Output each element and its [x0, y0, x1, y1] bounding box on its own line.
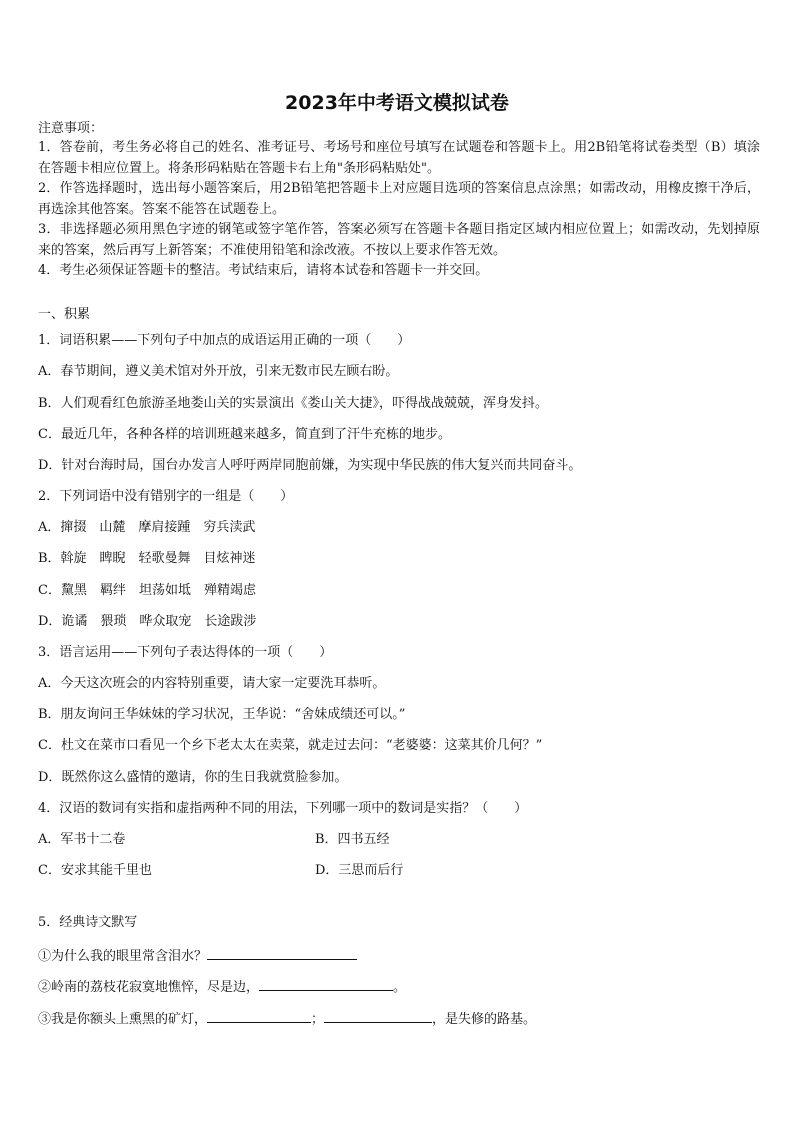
q1-option-a: A．春节期间，遵义美术馆对外开放，引来无数市民左顾右盼。 [38, 364, 399, 379]
notice-item-3: 3．非选择题必须用黑色字迹的钢笔或签字笔作答，答案必须写在答题卡各题目指定区域内相应位置上；如需改动，先划掉原来的答案，然后再写上新答案；不准使用铅笔和涂改液。不按以上要求作答无效。 [38, 222, 760, 258]
q5-line-3 [38, 1009, 536, 1029]
q3-option-d: D．既然你这么盛情的邀请，你的生日我就赏脸参加。 [38, 770, 348, 785]
q1-stem: 1．词语积累——下列句子中加点的成语运用正确的一项（ ） [38, 333, 411, 348]
q5-blank-4[interactable] [324, 1009, 432, 1023]
q3-option-b: B．朋友询问王华妹妹的学习状况，王华说：“舍妹成绩还可以。” [38, 707, 406, 722]
notice-heading: 注意事项： [38, 121, 104, 136]
q3-stem: 3．语言运用——下列句子表达得体的一项（ ） [38, 645, 333, 660]
q2-option-d: D．诡谲 猥琐 哗众取宠 长途跋涉 [38, 614, 257, 629]
notice-item-4: 4．考生必须保证答题卡的整洁。考试结束后，请将本试卷和答题卡一并交回。 [38, 263, 489, 278]
q5-line-3-mid: ； [311, 1012, 325, 1027]
q2-stem: 2．下列词语中没有错别字的一组是（ ） [38, 489, 294, 504]
notice-list [38, 138, 760, 282]
q5-line-2 [38, 977, 406, 997]
q5-line-2-end: 。 [393, 980, 407, 995]
q5-blank-2[interactable] [259, 977, 393, 991]
notice-item-1: 1．答卷前，考生务必将自己的姓名、准考证号、考场号和座位号填写在试题卷和答题卡上。用2B铅笔将试卷类型（B）填涂在答题卡相应位置上。将条形码粘贴在答题卡右上角"条形码粘贴处"。 [38, 140, 760, 176]
section-heading: 一、积累 [38, 307, 91, 322]
q4-stem: 4．汉语的数词有实指和虚指两种不同的用法，下列哪一项中的数词是实指？（ ） [38, 801, 528, 816]
q4-option-d: D．三思而后行 [315, 863, 404, 878]
q4-option-b: B．四书五经 [315, 832, 390, 847]
q5-blank-3[interactable] [207, 1009, 311, 1023]
page-title: 2023年中考语文模拟试卷 [285, 92, 509, 114]
q1-option-b: B．人们观看红色旅游圣地娄山关的实景演出《娄山关大捷》，吓得战战兢兢，浑身发抖。 [38, 396, 549, 411]
q1-option-c: C．最近几年，各种各样的培训班越来越多，简直到了汗牛充栋的地步。 [38, 427, 451, 442]
q3-option-c: C．杜文在菜市口看见一个乡下老太太在卖菜，就走过去问：“老婆婆：这菜其价几何？” [38, 738, 543, 753]
q5-line-3-text: ③我是你额头上熏黑的矿灯， [38, 1012, 208, 1027]
q1-option-d: D．针对台海时局，国台办发言人呼吁两岸同胞前嫌，为实现中华民族的伟大复兴而共同奋斗。 [38, 458, 582, 473]
q5-blank-1[interactable] [207, 946, 357, 960]
q2-option-c: C．黧黑 羁绊 坦荡如坻 殚精竭虑 [38, 583, 256, 598]
q2-option-a: A．撺掇 山麓 摩肩接踵 穷兵渎武 [38, 520, 256, 535]
q4-option-a: A．军书十二卷 [38, 832, 126, 847]
q4-option-c: C．安求其能千里也 [38, 863, 152, 878]
q5-line-3-end: ，是失修的路基。 [432, 1012, 537, 1027]
q2-option-b: B．斡旋 睥睨 轻歌曼舞 目炫神迷 [38, 551, 256, 566]
q5-line-2-text: ②岭南的荔枝花寂寞地憔悴，尽是边， [38, 980, 260, 995]
notice-item-2: 2．作答选择题时，选出每小题答案后，用2B铅笔把答题卡上对应题目选项的答案信息点涂黑；如需改动，用橡皮擦干净后，再选涂其他答案。答案不能答在试题卷上。 [38, 181, 760, 217]
q5-line-1-text: ①为什么我的眼里常含泪水？ [38, 949, 208, 964]
q3-option-a: A．今天这次班会的内容特别重要，请大家一定要洗耳恭听。 [38, 676, 386, 691]
q5-stem: 5．经典诗文默写 [38, 915, 138, 930]
q5-line-1 [38, 946, 357, 966]
